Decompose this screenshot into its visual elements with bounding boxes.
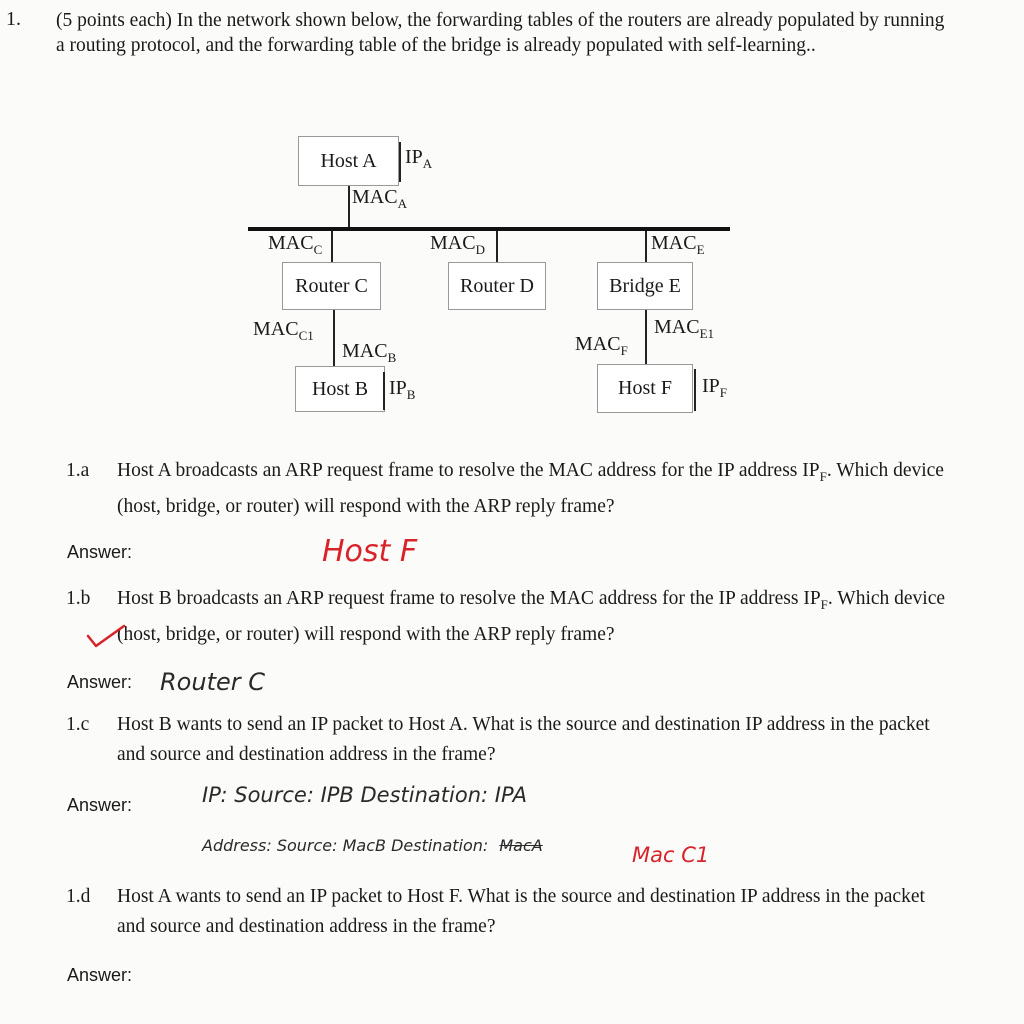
host-b-divider bbox=[383, 372, 385, 410]
question-1b-text: Host B broadcasts an ARP request frame to resolve the MAC address for the IP address $IP_F$. Which device (host, bridge, or router) will respond with the ARP reply frame? bbox=[117, 588, 946, 645]
host-a-box bbox=[298, 136, 399, 186]
answer-1b-handwritten: Router C bbox=[160, 668, 265, 696]
router-c-label: Router C bbox=[295, 274, 368, 297]
router-c-box bbox=[282, 262, 381, 310]
router-d-box bbox=[448, 262, 546, 310]
answer-1a-handwritten: Host F bbox=[322, 534, 418, 569]
answer-1c-label: Answer: bbox=[67, 795, 133, 815]
router-c-link bbox=[331, 231, 333, 263]
question-1a bbox=[66, 456, 966, 516]
question-1a-number: 1.a bbox=[66, 460, 90, 481]
answer-1c-ip-line: IP: Source: IPB Destination: IPA bbox=[202, 783, 527, 807]
host-b-link bbox=[333, 310, 335, 367]
mac-f-label: $MAC_F$ bbox=[575, 333, 628, 358]
bridge-e-box bbox=[597, 262, 693, 310]
question-1c bbox=[66, 710, 966, 770]
bridge-e-label: Bridge E bbox=[609, 274, 681, 297]
answer-1c-struck: MacA bbox=[499, 836, 543, 855]
question-1c-number: 1.c bbox=[66, 714, 90, 735]
question-1b-number: 1.b bbox=[66, 588, 91, 609]
mac-e-label: $MAC_E$ bbox=[651, 232, 705, 257]
question-1c-text: Host B wants to send an IP packet to Host A. What is the source and destination IP address in the packet and source and destination address in the frame? bbox=[117, 714, 930, 765]
question-1a-text: Host A broadcasts an ARP request frame to resolve the MAC address for the IP address $IP_F$. Which device (host, bridge, or router) will respond with the ARP reply frame? bbox=[117, 460, 944, 517]
host-b-label: Host B bbox=[311, 377, 369, 400]
question-1d bbox=[66, 882, 966, 942]
bridge-e-link bbox=[645, 231, 647, 263]
mac-a-label: $MAC_A$ bbox=[352, 186, 407, 211]
host-f-label: Host F bbox=[618, 377, 672, 399]
mac-d-label: $MAC_D$ bbox=[430, 232, 485, 257]
answer-1b-label: Answer: bbox=[67, 672, 133, 692]
host-f-divider bbox=[694, 369, 696, 411]
mac-c-label: $MAC_C$ bbox=[268, 232, 323, 257]
checkmark-icon bbox=[86, 624, 126, 650]
question-1d-text: Host A wants to send an IP packet to Host F. What is the source and destination IP address in the packet and source and destination address in the frame? bbox=[117, 886, 925, 937]
question-1b bbox=[66, 584, 966, 644]
ip-f-label: $IP_F$ bbox=[702, 375, 728, 400]
host-b-box bbox=[295, 366, 385, 412]
ip-b-label: $IP_B$ bbox=[389, 377, 416, 402]
router-d-link bbox=[496, 231, 498, 263]
router-d-label: Router D bbox=[460, 274, 534, 297]
answer-1a-label: Answer: bbox=[67, 542, 133, 562]
host-a-label: Host A bbox=[320, 149, 377, 172]
ip-a-label: $IP_A$ bbox=[405, 146, 433, 171]
host-a-link bbox=[348, 186, 350, 228]
mac-b-label: $MAC_B$ bbox=[342, 340, 397, 365]
answer-1c-correction: Mac C1 bbox=[632, 843, 710, 867]
question-intro: (5 points each) In the network shown below, the forwarding tables of the routers are already populated by running a routing protocol, and the forwarding table of the bridge is already populated with self-learning.. bbox=[56, 10, 945, 56]
answer-1c-address-line: Address: Source: MacB Destination: MacA bbox=[202, 836, 543, 855]
mac-c1-label: $MAC_{C1}$ bbox=[253, 318, 314, 343]
mac-e1-label: $MAC_{E1}$ bbox=[654, 316, 715, 341]
lan-bus bbox=[248, 227, 730, 231]
host-f-box bbox=[597, 364, 693, 413]
network-diagram bbox=[0, 0, 1024, 440]
question-1d-number: 1.d bbox=[66, 886, 91, 907]
answer-1d-label: Answer: bbox=[67, 965, 133, 985]
host-f-link bbox=[645, 310, 647, 365]
question-number: 1. bbox=[6, 8, 21, 30]
host-a-divider bbox=[399, 142, 401, 182]
